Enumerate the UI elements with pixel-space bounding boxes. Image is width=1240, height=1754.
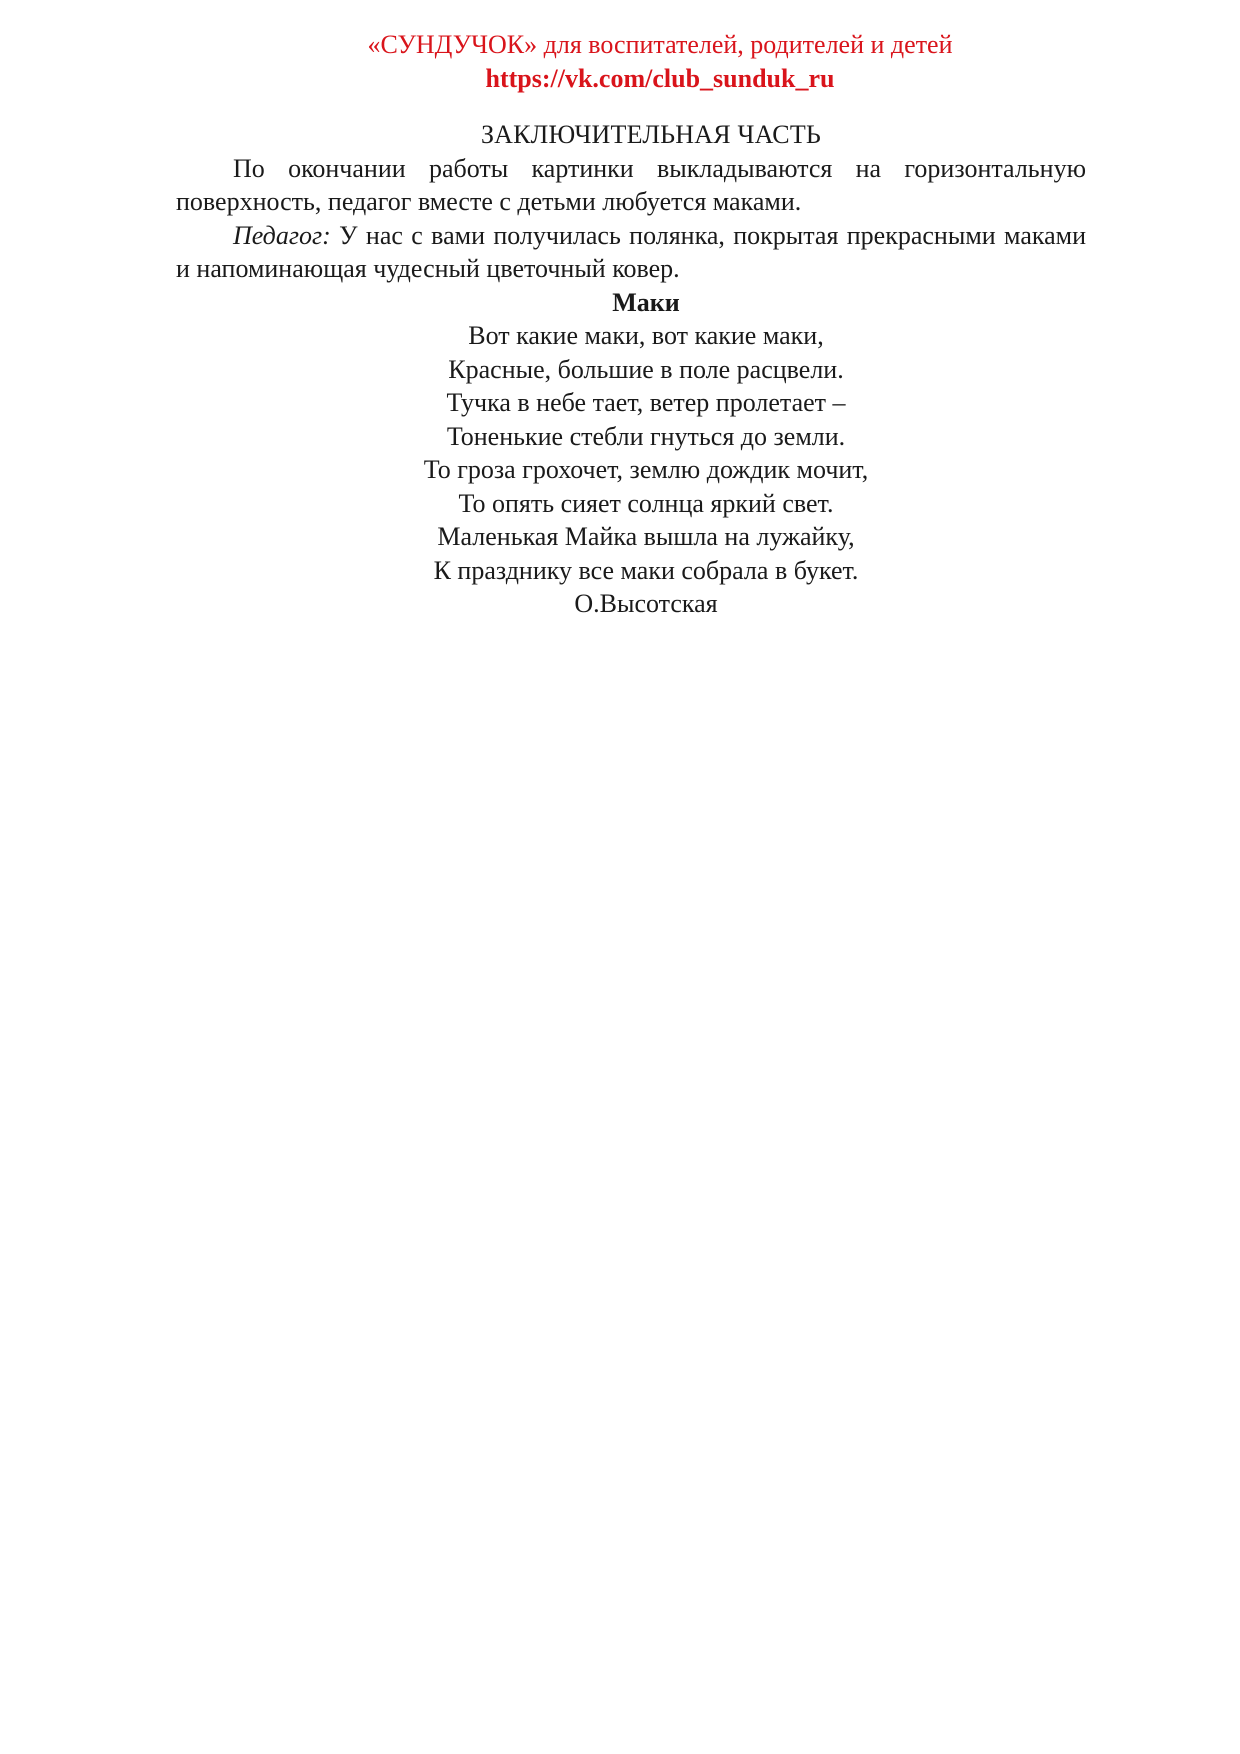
page-header: [0, 28, 1240, 96]
speaker-label: Педагог:: [233, 220, 331, 250]
poem-line: То опять сияет солнца яркий свет.: [458, 488, 834, 518]
poem-line: Вот какие маки, вот какие маки,: [468, 321, 824, 350]
poem-title: Маки: [612, 287, 680, 317]
poem-line: Маленькая Майка вышла на лужайку,: [437, 522, 855, 551]
poem-author: О.Высотская: [574, 589, 718, 618]
poem-line: К празднику все маки собрала в букет.: [433, 555, 859, 585]
poem-line: Красные, большие в поле расцвели.: [448, 354, 844, 384]
paragraph-2-text: У нас с вами получилась полянка, покрытая прекрасными маками и напоминающая чудесный цветочный ковер.: [176, 220, 1086, 283]
paragraph-1: По окончании работы картинки выкладываются на горизонтальную поверхность, педагог вместе с детьми любуется маками.: [176, 153, 1086, 216]
header-url[interactable]: https://vk.com/club_sunduk_ru: [485, 64, 835, 93]
poem: [176, 319, 1086, 621]
poem-line: Тучка в небе тает, ветер пролетает –: [446, 388, 846, 417]
poem-line: Тоненькие стебли гнуться до земли.: [446, 421, 846, 451]
paragraph-2: [176, 219, 1086, 286]
poem-line: То гроза грохочет, землю дождик мочит,: [423, 455, 869, 484]
document-body: [176, 118, 1086, 621]
header-title: «СУНДУЧОК» для воспитателей, родителей и детей: [367, 30, 953, 59]
section-title: ЗАКЛЮЧИТЕЛЬНАЯ ЧАСТЬ: [480, 120, 822, 149]
